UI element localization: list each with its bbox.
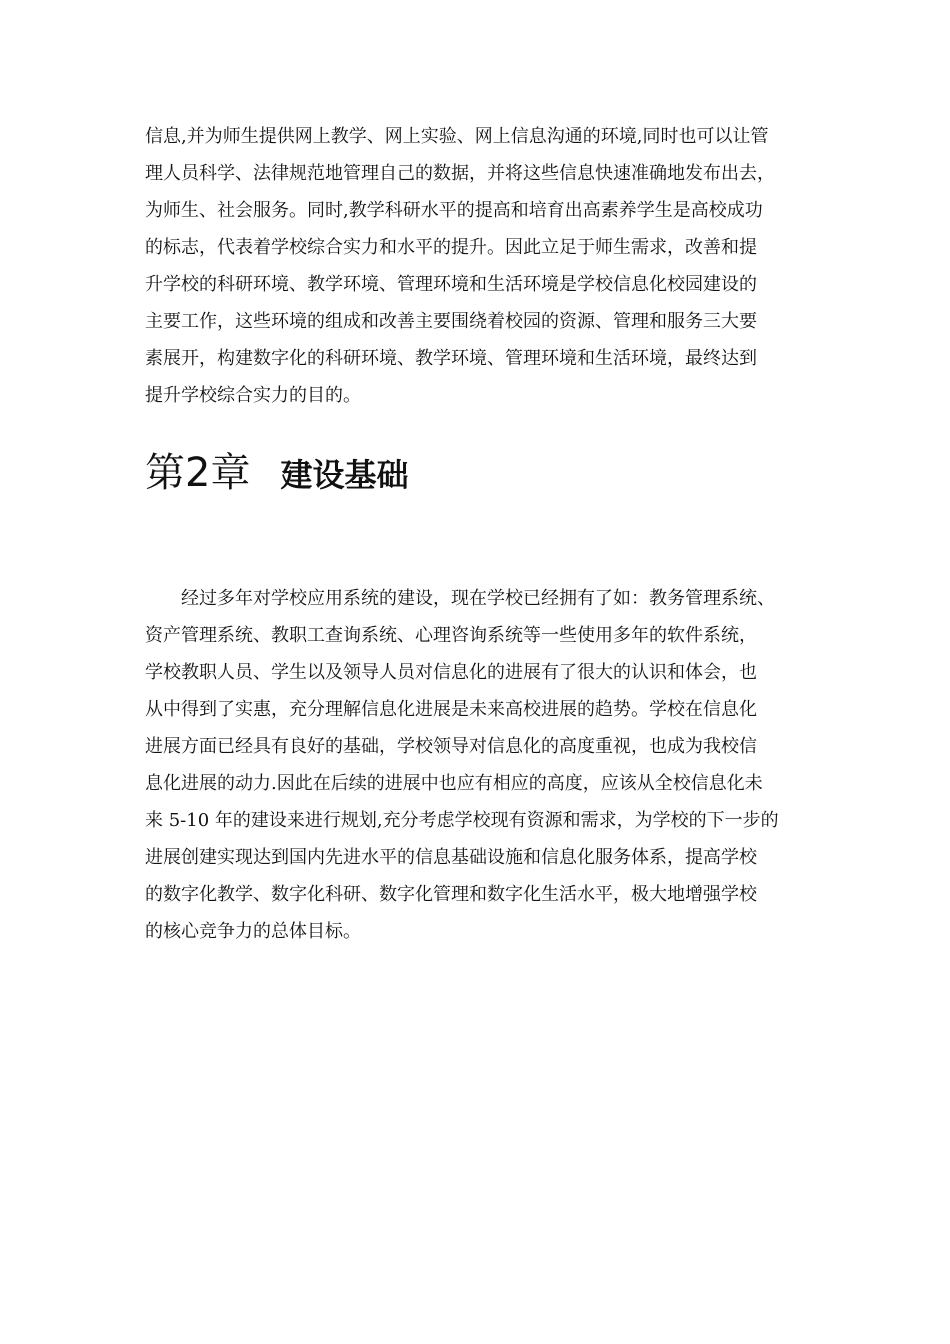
paragraph-line: 进展方面已经具有良好的基础，学校领导对信息化的高度重视，也成为我校信 [145, 736, 757, 757]
paragraph-line: 来 5-10 年的建设来进行规划,充分考虑学校现有资源和需求，为学校的下一步的 [145, 810, 779, 831]
paragraph-line: 升学校的科研环境、教学环境、管理环境和生活环境是学校信息化校园建设的 [145, 274, 757, 295]
paragraph-line: 为师生、社会服务。同时,教学科研水平的提高和培育出高素养学生是高校成功 [145, 200, 763, 221]
paragraph-line: 信息,并为师生提供网上教学、网上实验、网上信息沟通的环境,同时也可以让管 [145, 126, 769, 147]
body-paragraph-2 [145, 580, 815, 950]
chapter-heading [145, 443, 408, 503]
paragraph-line: 的核心竞争力的总体目标。 [145, 921, 361, 942]
paragraph-line: 素展开，构建数字化的科研环境、教学环境、管理环境和生活环境，最终达到 [145, 348, 757, 369]
paragraph-line: 主要工作，这些环境的组成和改善主要围绕着校园的资源、管理和服务三大要 [145, 311, 757, 332]
body-paragraph-1 [145, 118, 815, 414]
paragraph-line: 资产管理系统、教职工查询系统、心理咨询系统等一些使用多年的软件系统， [145, 625, 757, 646]
paragraph-line: 进展创建实现达到国内先进水平的信息基础设施和信息化服务体系，提高学校 [145, 847, 757, 868]
paragraph-line: 提升学校综合实力的目的。 [145, 385, 361, 406]
paragraph-line: 理人员科学、法律规范地管理自己的数据，并将这些信息快速准确地发布出去， [145, 163, 775, 184]
paragraph-line: 学校教职人员、学生以及领导人员对信息化的进展有了很大的认识和体会，也 [145, 662, 757, 683]
paragraph-line: 的标志，代表着学校综合实力和水平的提升。因此立足于师生需求，改善和提 [145, 237, 757, 258]
paragraph-line: 从中得到了实惠，充分理解信息化进展是未来高校进展的趋势。学校在信息化 [145, 699, 757, 720]
paragraph-line: 息化进展的动力.因此在后续的进展中也应有相应的高度，应该从全校信息化未 [145, 773, 763, 794]
chapter-number: 第2章 [145, 450, 251, 496]
paragraph-line: 经过多年对学校应用系统的建设，现在学校已经拥有了如：教务管理系统、 [145, 588, 775, 609]
chapter-title: 建设基础 [280, 456, 409, 494]
paragraph-line: 的数字化教学、数字化科研、数字化管理和数字化生活水平，极大地增强学校 [145, 884, 757, 905]
